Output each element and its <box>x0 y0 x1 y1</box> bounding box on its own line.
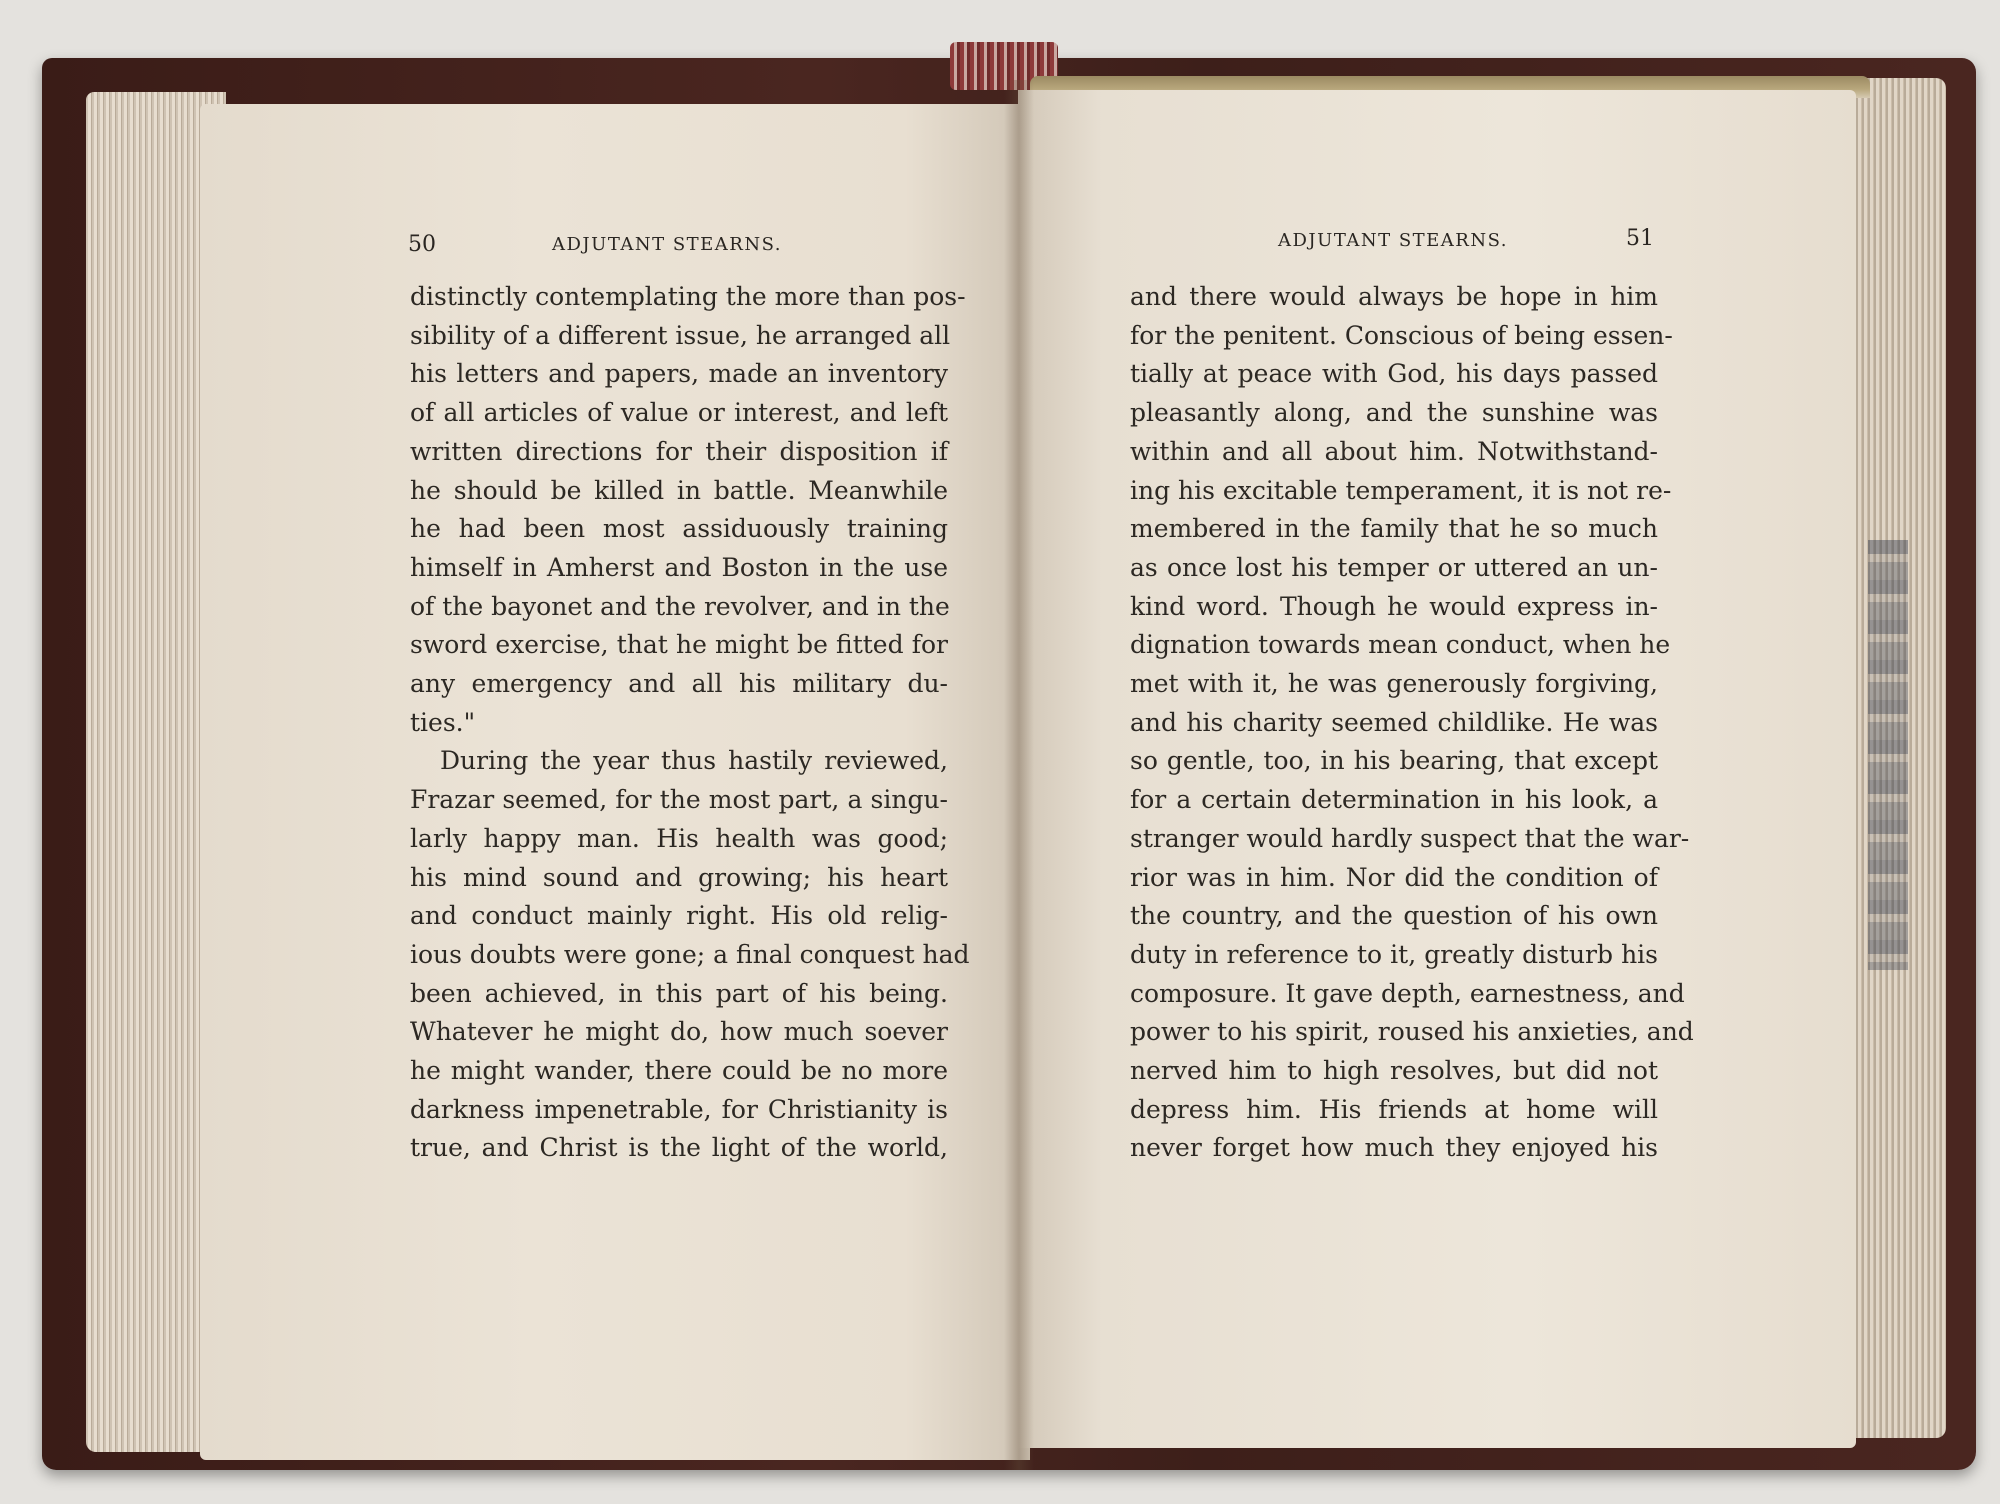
text-line: Whatever he might do, how much soever <box>410 1017 948 1047</box>
text-line: sibility of a different issue, he arranged all <box>410 320 951 350</box>
text-line: himself in Amherst and Boston in the use <box>410 552 948 582</box>
right-page-number: 51 <box>1626 226 1654 251</box>
text-line: composure. It gave depth, earnestness, and <box>1130 978 1685 1008</box>
text-line: duty in reference to it, greatly disturb his <box>1130 939 1658 969</box>
text-line: depress him. His friends at home will <box>1130 1094 1658 1124</box>
left-page-number: 50 <box>408 232 436 257</box>
text-line: distinctly contemplating the more than pos- <box>410 282 966 311</box>
text-line: kind word. Though he would express in- <box>1130 591 1658 621</box>
text-line: larly happy man. His health was good; <box>410 823 948 853</box>
text-line: he might wander, there could be no more <box>410 1056 948 1086</box>
book-gutter <box>1004 80 1034 1470</box>
text-line: sword exercise, that he might be fitted for <box>410 630 948 660</box>
text-line: and his charity seemed childlike. He was <box>1130 707 1658 737</box>
text-line: ing his excitable temperament, it is not re- <box>1130 475 1672 505</box>
text-line: written directions for their disposition if <box>410 436 948 466</box>
text-line: dignation towards mean conduct, when he <box>1130 630 1671 660</box>
right-running-head: ADJUTANT STEARNS. <box>1278 230 1509 251</box>
text-line: and conduct mainly right. His old relig- <box>410 901 948 931</box>
text-line: stranger would hardly suspect that the war- <box>1130 823 1690 853</box>
text-line: membered in the family that he so much <box>1130 514 1658 544</box>
library-stamp-mark <box>1868 540 1908 970</box>
text-line: rior was in him. Nor did the condition of <box>1130 862 1658 892</box>
text-line: power to his spirit, roused his anxieties, and <box>1130 1017 1694 1047</box>
text-line: pleasantly along, and the sunshine was <box>1130 398 1658 428</box>
text-line: During the year thus hastily reviewed, <box>440 746 948 776</box>
right-page-body <box>1130 278 1694 1168</box>
text-line: tially at peace with God, his days passed <box>1130 359 1658 389</box>
text-line: never forget how much they enjoyed his <box>1130 1133 1658 1163</box>
text-line: as once lost his temper or uttered an un- <box>1130 552 1658 582</box>
text-line: so gentle, too, in his bearing, that except <box>1130 746 1658 776</box>
text-line: Frazar seemed, for the most part, a singu- <box>410 785 948 815</box>
text-line: for the penitent. Conscious of being essen- <box>1130 320 1673 350</box>
text-line: the country, and the question of his own <box>1130 901 1658 931</box>
text-line: any emergency and all his military du- <box>410 669 948 699</box>
text-line: his mind sound and growing; his heart <box>410 862 948 892</box>
text-line: and there would always be hope in him <box>1130 282 1658 311</box>
text-line: true, and Christ is the light of the world, <box>410 1133 948 1163</box>
text-line: ious doubts were gone; a final conquest had <box>410 939 970 969</box>
text-line: met with it, he was generously forgiving, <box>1130 669 1658 699</box>
text-line: darkness impenetrable, for Christianity is <box>410 1094 948 1124</box>
text-line: of all articles of value or interest, and left <box>410 398 948 428</box>
left-running-head: ADJUTANT STEARNS. <box>552 234 783 255</box>
text-line: he should be killed in battle. Meanwhile <box>410 475 948 505</box>
left-page-body <box>410 278 970 1168</box>
text-line: within and all about him. Notwithstand- <box>1130 436 1658 466</box>
text-line: of the bayonet and the revolver, and in the <box>410 591 950 621</box>
text-line: he had been most assiduously training <box>410 514 948 544</box>
text-line: for a certain determination in his look, a <box>1130 785 1658 815</box>
text-line: nerved him to high resolves, but did not <box>1130 1056 1658 1086</box>
text-line: been achieved, in this part of his being. <box>410 978 948 1008</box>
text-line: ties." <box>410 707 476 737</box>
text-line: his letters and papers, made an inventory <box>410 359 948 389</box>
